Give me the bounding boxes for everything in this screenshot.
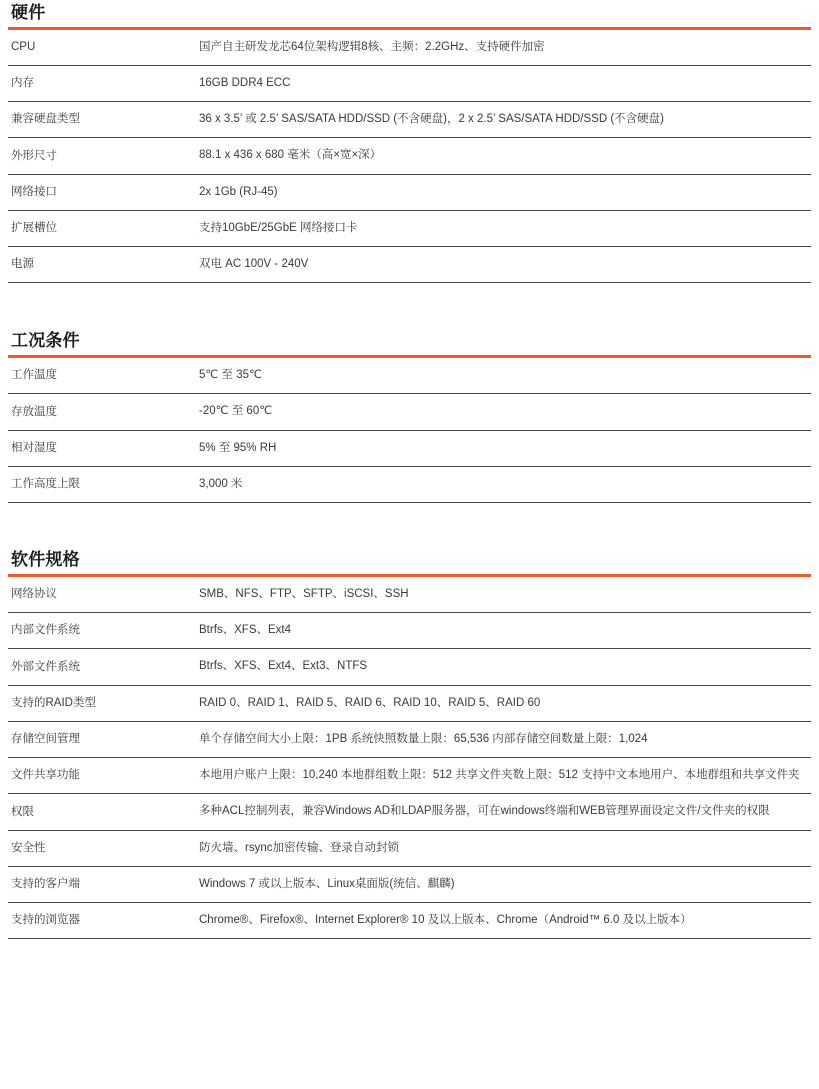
row-value [198,138,811,174]
section-title-operating-conditions: 工况条件 [11,331,80,351]
row-label: 文件共享功能 [8,758,198,794]
table-row [8,30,811,66]
row-label: 权限 [8,794,198,830]
row-label: 支持的浏览器 [8,903,198,939]
row-label: 网络协议 [8,577,198,613]
row-value [198,686,811,722]
table-row [8,175,811,211]
table-row [8,758,811,794]
spec-table-operating-conditions [8,358,811,503]
row-value [198,613,811,649]
table-row [8,649,811,685]
section-software-specs [8,551,811,939]
row-value-text: 多种ACL控制列表，兼容Windows AD和LDAP服务器，可在windows终端和WEB管理界面设定文件/文件夹的权限 [199,805,770,818]
row-label: 存储空间管理 [8,722,198,758]
row-value-text: Btrfs、XFS、Ext4 [199,624,292,637]
row-label: 工作高度上限 [8,467,198,503]
spec-table-software-specs [8,577,811,940]
row-value [198,577,811,613]
row-value-text: 3,000 米 [199,477,243,490]
row-value-text: 本地用户账户上限：10,240 本地群组数上限：512 共享文件夹数上限：512 支持中文本地用户、本地群组和共享文件夹 [199,769,800,782]
section-operating-conditions [8,332,811,503]
row-value [198,722,811,758]
section-spacer [8,503,811,551]
row-value-text: Chrome®、Firefox®、Internet Explorer® 10 及以上版本、Chrome（Android™ 6.0 及以上版本） [199,914,692,927]
row-value-text: 单个存储空间大小上限：1PB 系统快照数量上限：65,536 内部存储空间数量上限：1,024 [199,732,648,745]
row-label: 工作温度 [8,358,198,394]
row-label: 外形尺寸 [8,138,198,174]
section-hardware [8,4,811,283]
row-label: 相对湿度 [8,431,198,467]
row-value [198,211,811,247]
row-label: 支持的RAID类型 [8,686,198,722]
row-value-text: 双电 AC 100V - 240V [199,258,309,271]
row-label: 内存 [8,66,198,102]
row-label: CPU [8,30,198,66]
row-label: 网络接口 [8,175,198,211]
row-value [198,66,811,102]
table-row [8,138,811,174]
table-row [8,794,811,830]
row-value [198,867,811,903]
table-row [8,686,811,722]
row-value-text: SMB、NFS、FTP、SFTP、iSCSI、SSH [199,587,409,600]
row-value [198,758,811,794]
row-value [198,358,811,394]
row-value [198,175,811,211]
row-label: 外部文件系统 [8,649,198,685]
table-row [8,867,811,903]
row-value-text: 2x 1Gb (RJ-45) [199,185,278,198]
row-value [198,431,811,467]
row-value [198,394,811,430]
row-label: 安全性 [8,831,198,867]
sections-container [8,4,811,939]
table-row [8,211,811,247]
table-row [8,722,811,758]
row-value [198,831,811,867]
row-value-text: -20℃ 至 60℃ [199,405,273,418]
row-value-text: 88.1 x 436 x 680 毫米（高×宽×深） [199,149,382,162]
section-title-software-specs: 软件规格 [11,550,80,570]
table-row [8,903,811,939]
row-value [198,30,811,66]
row-value-text: 国产自主研发龙芯64位架构逻辑8核、主频：2.2GHz、支持硬件加密 [199,40,545,53]
table-row [8,102,811,138]
row-value [198,102,811,138]
row-label: 存放温度 [8,394,198,430]
table-row [8,613,811,649]
row-value-text: 防火墙、rsync加密传输、登录自动封锁 [199,841,399,854]
row-value-text: 5℃ 至 35℃ [199,369,262,382]
row-label: 扩展槽位 [8,211,198,247]
section-spacer [8,283,811,332]
row-value [198,467,811,503]
row-value [198,903,811,939]
row-label: 兼容硬盘类型 [8,102,198,138]
row-value-text: 5% 至 95% RH [199,441,277,454]
table-row [8,66,811,102]
row-value [198,247,811,283]
row-label: 内部文件系统 [8,613,198,649]
table-row [8,831,811,867]
table-row [8,394,811,430]
table-row [8,431,811,467]
table-row [8,247,811,283]
row-value [198,794,811,830]
row-label: 电源 [8,247,198,283]
row-value-text: RAID 0、RAID 1、RAID 5、RAID 6、RAID 10、RAID 5、RAID 60 [199,696,541,709]
row-label: 支持的客户端 [8,867,198,903]
spec-table-hardware [8,30,811,284]
row-value-text: Btrfs、XFS、Ext4、Ext3、NTFS [199,660,368,673]
table-row [8,467,811,503]
section-title-hardware: 硬件 [11,3,46,22]
row-value-text: 36 x 3.5’ 或 2.5’ SAS/SATA HDD/SSD (不含硬盘)，2 x 2.5’ SAS/SATA HDD/SSD (不含硬盘) [199,113,665,126]
row-value [198,649,811,685]
row-value-text: 支持10GbE/25GbE 网络接口卡 [199,221,358,234]
row-value-text: Windows 7 或以上版本、Linux桌面版(统信、麒麟) [199,877,455,890]
table-row [8,577,811,613]
table-row [8,358,811,394]
row-value-text: 16GB DDR4 ECC [199,76,291,89]
